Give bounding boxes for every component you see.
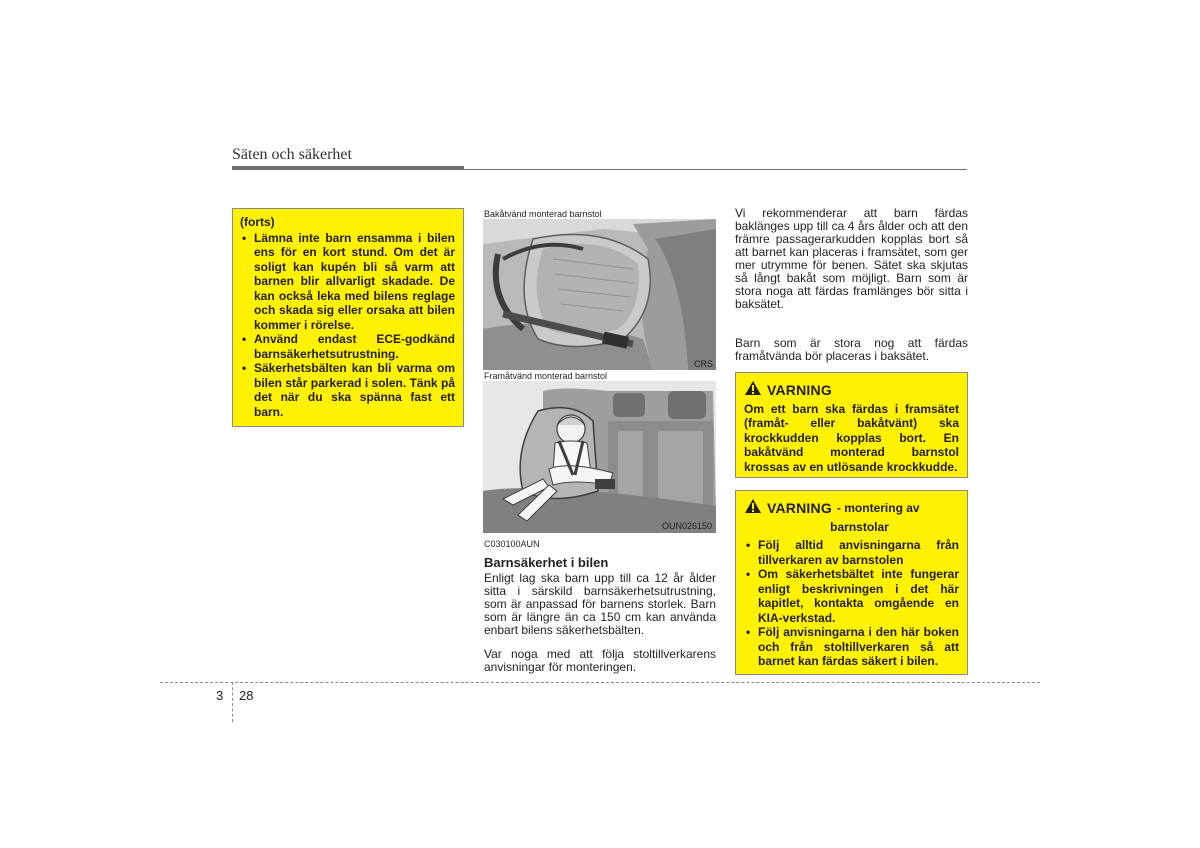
page-number: 28: [239, 688, 254, 703]
warning-item: • Använd endast ECE-godkänd barnsäkerhetsutrustning.: [240, 332, 455, 361]
body-paragraph: Vi rekommenderar att barn färdas baklänges upp till ca 4 års ålder och att den främre passagerarkudden kopplas bort så att barnet kan placeras i framsätet, som ger mer utrymme för benen. Sätet ska skjutas så långt bakåt som möjligt. Barn som är stora noga att färdas framlänges bör sitta i baksätet.: [735, 206, 968, 311]
header-rule-thick: [232, 166, 464, 170]
continued-label: (forts): [240, 215, 275, 229]
reference-code: C030100AUN: [484, 539, 540, 549]
header-rule-thin: [464, 169, 967, 170]
warning-list: [240, 231, 455, 420]
body-paragraph: Enligt lag ska barn upp till ca 12 år ålder sitta i särskild barnsäkerhetsutrustning, som är anpassad för barnens storlek. Barn som är längre än ca 150 cm kan använda enbart bilens säkerhetsbälten.: [484, 571, 716, 637]
body-paragraph: Barn som är stora nog att färdas framåtvända bör placeras i baksätet.: [735, 336, 968, 363]
warning-text: Om ett barn ska färdas i framsätet (framåt- eller bakåtvänt) ska krockkudden kopplas bort. En bakåtvänd monterad barnstol krossas av en utlösande krockkudde.: [744, 401, 959, 474]
image-code-rear-facing: CRS: [694, 359, 714, 369]
warning-subtitle-line2: barnstolar: [830, 519, 889, 534]
body-paragraph: Var noga med att följa stoltillverkarens anvisningar för monteringen.: [484, 647, 716, 674]
warning-triangle-icon: [744, 380, 762, 400]
rear-facing-seat-illustration: [483, 219, 716, 370]
warning-item: • Säkerhetsbälten kan bli varma om bilen står parkerad i solen. Tänk på det när du ska spänna fast ett barn.: [240, 361, 455, 419]
warning-item: • Lämna inte barn ensamma i bilen ens för en kort stund. Om det är soligt kan kupén bli så varm att barnen blir allvarligt skadade. De kan också leka med bilens reglage och skada sig eller orsaka att bilen kommer i rörelse.: [240, 231, 455, 333]
forward-facing-seat-illustration: [483, 381, 716, 533]
warning-box-mounting: [735, 490, 968, 675]
warning-item: • Följ anvisningarna i den här boken och från stoltillverkaren så att barnet kan färdas säkert i bilen.: [744, 625, 959, 669]
section-heading: Barnsäkerhet i bilen: [484, 555, 609, 570]
warning-item: • Följ alltid anvisningarna från tillverkaren av barnstolen: [744, 538, 959, 567]
warning-item: • Om säkerhetsbältet inte fungerar enligt beskrivningen i det här kapitlet, kontakta omgående en KIA-verkstad.: [744, 567, 959, 625]
footer-dashed-divider: [232, 682, 233, 722]
warning-list: [744, 538, 959, 669]
warning-box-airbag: [735, 372, 968, 478]
image-caption-rear-facing: Bakåtvänd monterad barnstol: [484, 209, 602, 219]
footer-dashed-rule: [160, 682, 1040, 683]
warning-label: VARNING: [767, 499, 832, 516]
section-title: Säten och säkerhet: [232, 146, 352, 163]
warning-label: VARNING: [767, 381, 832, 398]
warning-subtitle: - montering av: [836, 500, 920, 515]
chapter-number: 3: [216, 688, 224, 703]
warning-triangle-icon: [744, 498, 762, 518]
image-code-forward-facing: OUN026150: [662, 521, 713, 531]
continued-warning-box: [232, 208, 464, 427]
image-caption-forward-facing: Framåtvänd monterad barnstol: [484, 371, 608, 381]
warning-header: [744, 380, 959, 400]
warning-header: [744, 498, 959, 518]
